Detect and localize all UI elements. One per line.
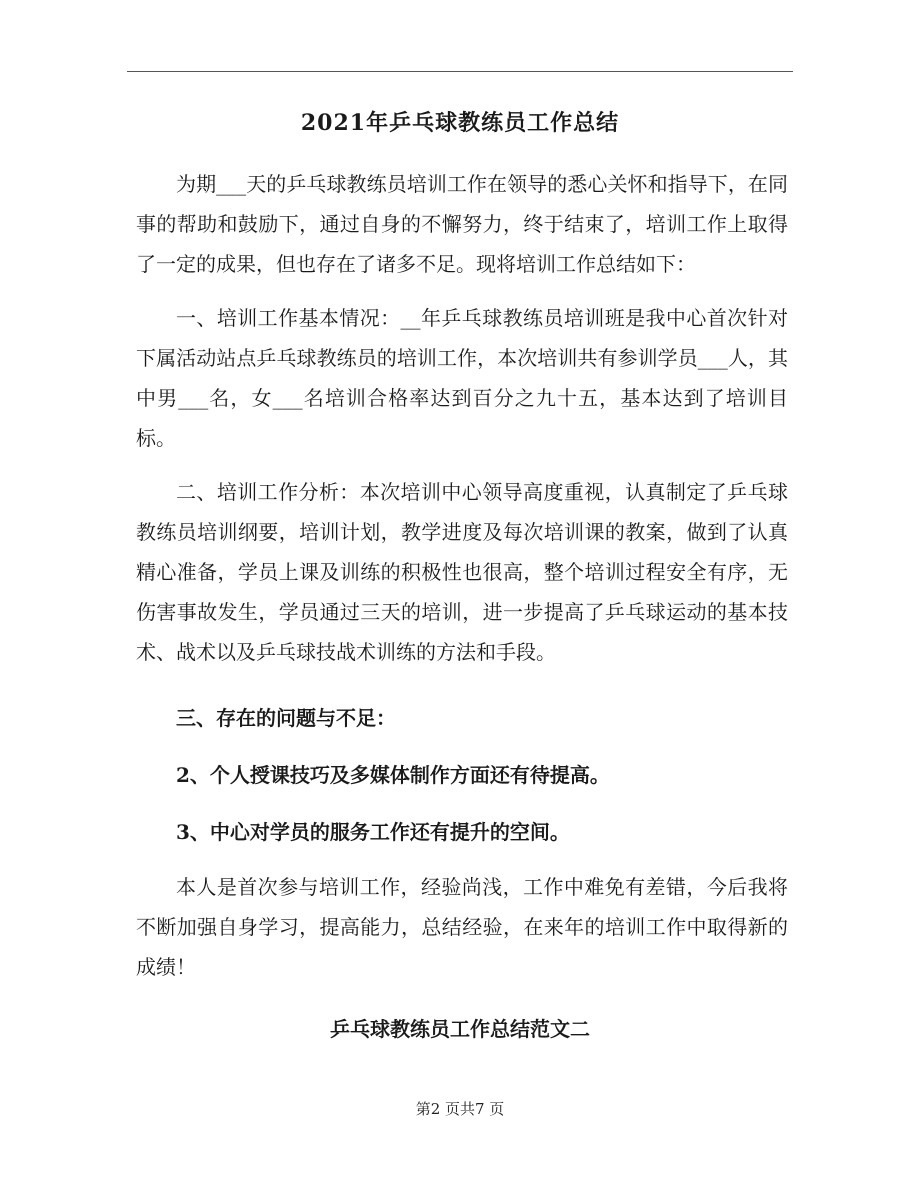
header-rule	[127, 71, 793, 72]
page-number: 第2 页共7 页	[415, 1100, 505, 1118]
section-two-paragraph: 二、培训工作分析：本次培训中心领导高度重视，认真制定了乒乓球教练员培训纲要，培训计划，教学进度及每次培训课的教案，做到了认真精心准备，学员上课及训练的积极性也很高，整个培训过程安全有序，无伤害事故发生，学员通过三天的培训，进一步提高了乒乓球运动的基本技术、战术以及乒乓球技战术训练的方法和手段。	[136, 480, 788, 664]
section-one-paragraph: 一、培训工作基本情况：__年乒乓球教练员培训班是我中心首次针对下属活动站点乒乓球教练员的培训工作，本次培训共有参训学员___人，其中男___名，女___名培训合格率达到百分之九十五，基本达到了培训目标。	[136, 306, 788, 450]
document-title: 2021年乒乓球教练员工作总结	[300, 110, 620, 136]
closing-paragraph: 本人是首次参与培训工作，经验尚浅，工作中难免有差错，今后我将不断加强自身学习，提高能力，总结经验，在来年的培训工作中取得新的成绩！	[136, 875, 788, 979]
issue-item-3: 3、中心对学员的服务工作还有提升的空间。	[176, 820, 570, 844]
section-three-heading: 三、存在的问题与不足：	[176, 706, 396, 730]
intro-paragraph: 为期___天的乒乓球教练员培训工作在领导的悉心关怀和指导下，在同事的帮助和鼓励下，通过自身的不懈努力，终于结束了，培训工作上取得了一定的成果，但也存在了诸多不足。现将培训工作总结如下：	[136, 172, 788, 276]
next-section-title: 乒乓球教练员工作总结范文二	[330, 1017, 590, 1041]
issue-item-2: 2、个人授课技巧及多媒体制作方面还有待提高。	[176, 763, 610, 787]
